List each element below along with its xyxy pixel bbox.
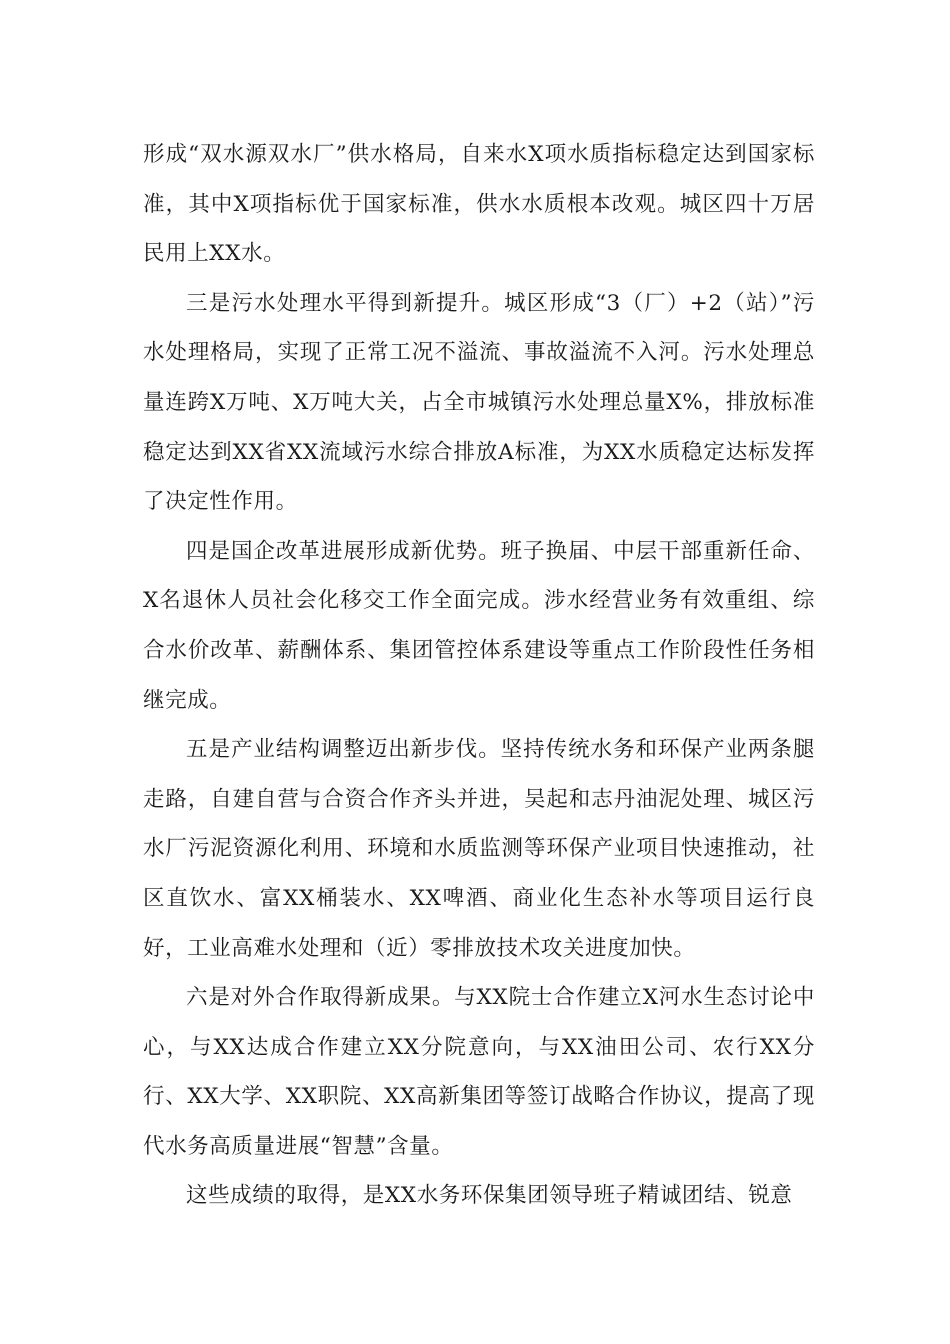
paragraph-sewage-treatment: 三是污水处理水平得到新提升。城区形成“3（厂）+2（站）”污水处理格局，实现了正常工况不溢流、事故溢流不入河。污水处理总量连跨X万吨、X万吨大关，占全市城镇污水处理总量X%，排放标准稳定达到XX省XX流域污水综合排放A标准，为XX水质稳定达标发挥了决定性作用。 (143, 290, 815, 515)
document-body (143, 130, 815, 1221)
paragraph-achievements: 这些成绩的取得，是XX水务环保集团领导班子精诚团结、锐意 (186, 1183, 793, 1209)
paragraph-water-supply: 形成“双水源双水厂”供水格局，自来水X项水质指标稳定达到国家标准，其中X项指标优于国家标准，供水水质根本改观。城区四十万居民用上XX水。 (143, 142, 815, 267)
paragraph-soe-reform: 四是国企改革进展形成新优势。班子换届、中层干部重新任命、X名退休人员社会化移交工作全面完成。涉水经营业务有效重组、综合水价改革、薪酬体系、集团管控体系建设等重点工作阶段性任务相继完成。 (143, 538, 815, 713)
paragraph-external-cooperation: 六是对外合作取得新成果。与XX院士合作建立X河水生态讨论中心，与XX达成合作建立XX分院意向，与XX油田公司、农行XX分行、XX大学、XX职院、XX高新集团等签订战略合作协议，提高了现代水务高质量进展“智慧”含量。 (143, 985, 815, 1159)
paragraph-industry-structure: 五是产业结构调整迈出新步伐。坚持传统水务和环保产业两条腿走路，自建自营与合资合作齐头并进，吴起和志丹油泥处理、城区污水厂污泥资源化利用、环境和水质监测等环保产业项目快速推动，社区直饮水、富XX桶装水、XX啤酒、商业化生态补水等项目运行良好，工业高难水处理和（近）零排放技术攻关进度加快。 (143, 737, 815, 961)
